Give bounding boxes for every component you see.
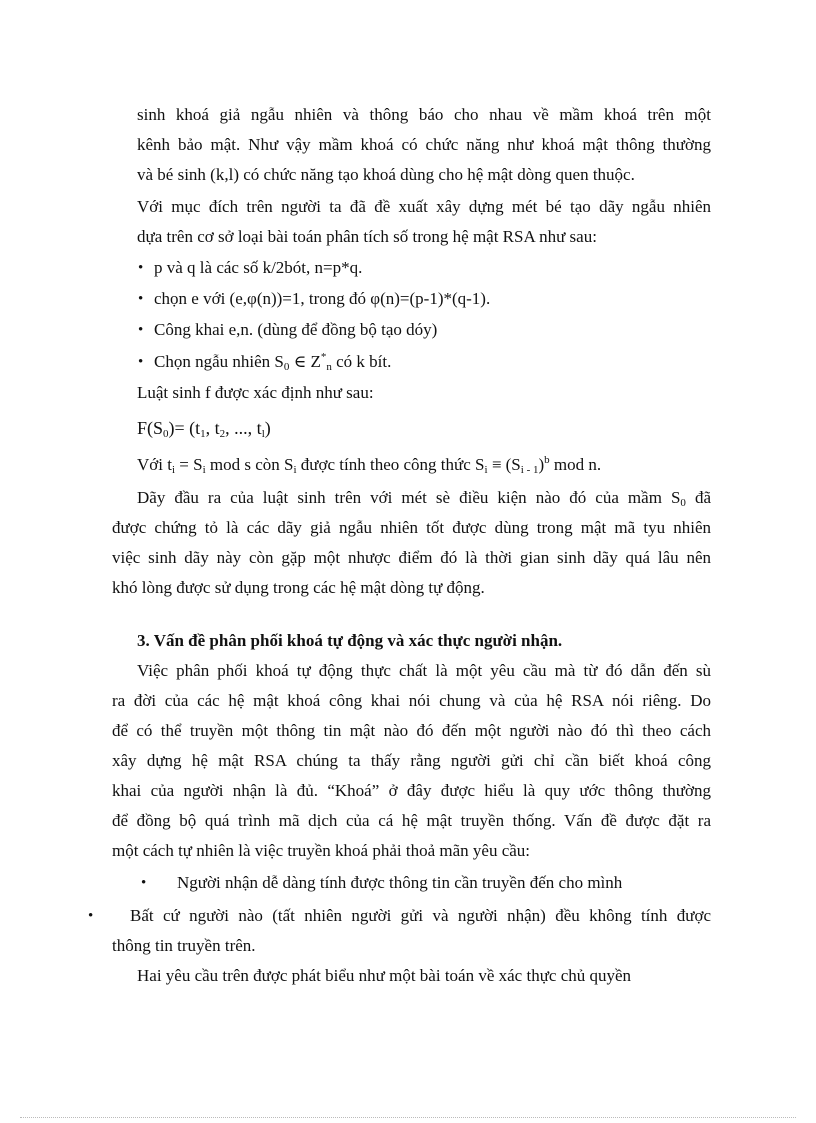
rsa-step-1: p và q là các số k/2bót, n=p*q. [154,258,363,277]
bullet-icon: • [141,875,147,891]
bullet-icon: • [138,322,144,338]
paragraph-3-line-2: được chứng tỏ là các dãy giả ngẫu nhiên tốt được dùng trong mật mã tyu nhiên [112,518,711,537]
paragraph-1-line-1: sinh khoá giả ngẫu nhiên và thông báo cho nhau về mầm khoá trên một [137,105,711,124]
section-heading: 3. Vấn đề phân phối khoá tự động và xác thực người nhận. [137,631,563,650]
paragraph-3-line-3: việc sinh dãy này còn gặp một nhược điểm đó là thời gian sinh dãy quá lâu nên [112,548,711,567]
formula-generator: $F(S_0)= (t_1$, $t_2$, ..., $t_l$) [137,418,271,440]
section-3-line-2: ra đời của các hệ mật khoá công khai nói chung và của hệ RSA nói riêng. Do [112,691,711,710]
formula-recurrence: Với $t_i = S_i$ mod s còn $S_i$ được tính theo công thức $S_i \equiv (S_{i - 1})^b$ mod n. [137,454,602,476]
closing-line: Hai yêu cầu trên được phát biểu như một bài toán về xác thực chủ quyền [137,966,632,985]
paragraph-1-line-2: kênh bảo mật. Như vậy mầm khoá có chức năng như khoá mật thông thường [137,135,711,154]
bullet-icon: • [138,260,144,276]
rsa-step-4: Chọn ngẫu nhiên $S_0$ ∈ $Z^*_n$ có k bít. [154,351,392,373]
requirement-1: Người nhận dễ dàng tính được thông tin cần truyền đến cho mình [177,873,623,892]
section-3-line-5: khai của người nhận là đủ. “Khoá” ở đây được hiểu là quy ước thông thường [112,781,711,800]
section-3-line-6: để đồng bộ quá trình mã dịch của cá hệ mật truyền thống. Vấn đề được đặt ra [112,811,711,830]
rsa-step-2: chọn e với (e,φ(n))=1, trong đó φ(n)=(p-1)*(q-1). [154,289,491,308]
section-3-line-7: một cách tự nhiên là việc truyền khoá phải thoả mãn yêu cầu: [112,841,531,860]
requirement-2-line-1: Bất cứ người nào (tất nhiên người gửi và người nhận) đều không tính được [130,906,711,925]
paragraph-3-line-4: khó lòng được sử dụng trong các hệ mật dòng tự động. [112,578,485,597]
paragraph-2-line-1: Với mục đích trên người ta đã đề xuất xây dựng mét bé tạo dãy ngẫu nhiên [137,197,711,216]
bullet-icon: • [138,354,144,370]
requirement-2-line-2: thông tin truyền trên. [112,936,256,955]
bullet-icon: • [88,908,94,924]
section-3-line-4: xây dựng hệ mật RSA chúng ta thấy rằng người gửi chỉ cần biết khoá công [112,751,711,770]
bullet-icon: • [138,291,144,307]
section-3-line-1: Việc phân phối khoá tự động thực chất là một yêu cầu mà từ đó dẫn đến sù [137,661,711,680]
paragraph-1-line-3: và bé sinh (k,l) có chức năng tạo khoá dùng cho hệ mật dòng quen thuộc. [137,165,635,184]
paragraph-2-line-2: dựa trên cơ sở loại bài toán phân tích số trong hệ mật RSA như sau: [137,227,597,246]
rsa-step-3: Công khai e,n. (dùng để đồng bộ tạo dóy) [154,320,438,339]
section-3-line-3: để có thể truyền một thông tin mật nào đó đến một người nào đó thì theo cách [112,721,711,740]
paragraph-3-line-1: Dãy đầu ra của luật sinh trên với mét sè điều kiện nào đó của mầm $S_0$ đã [137,488,711,509]
page-footer-divider [20,1117,796,1118]
rule-intro: Luật sinh f được xác định như sau: [137,383,374,402]
